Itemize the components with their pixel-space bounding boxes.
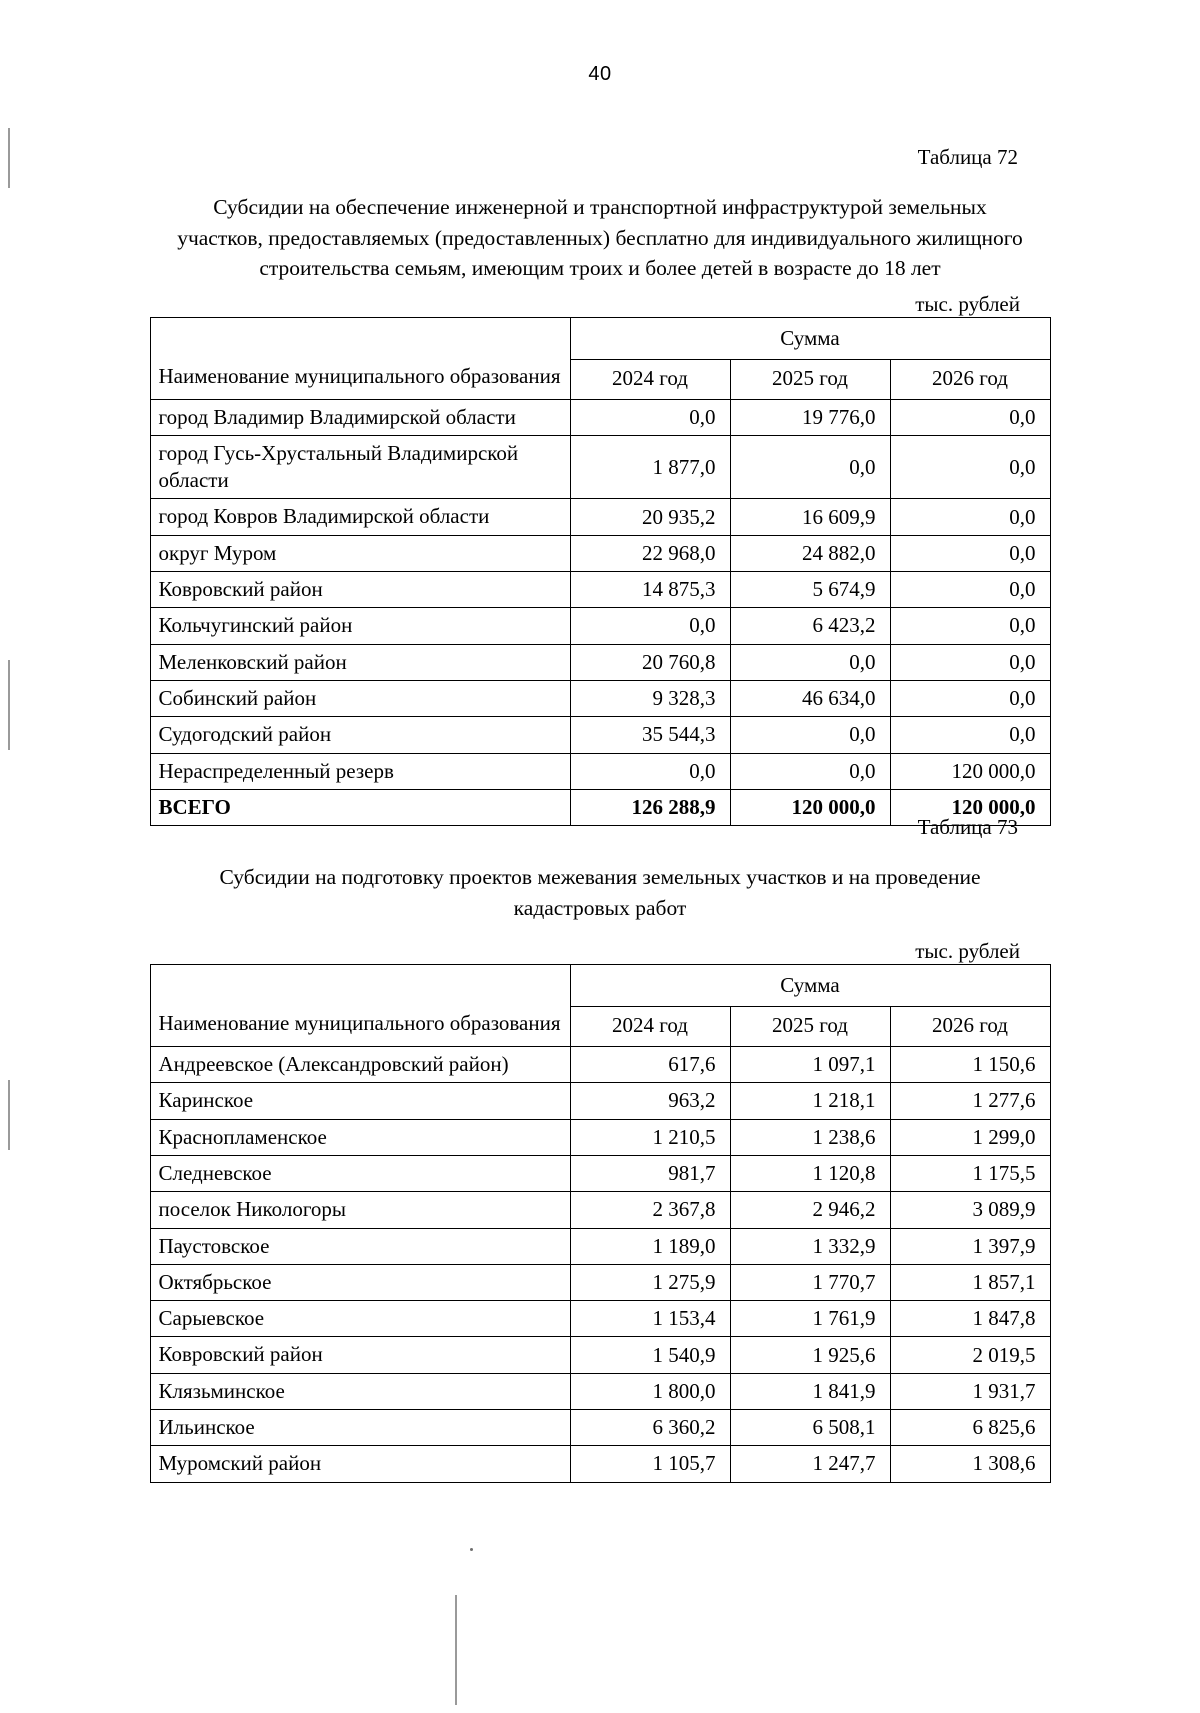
row-name: округ Муром	[150, 535, 570, 571]
row-value-2025: 6 508,1	[730, 1410, 890, 1446]
header-year-2024: 2024 год	[570, 359, 730, 399]
header-sum: Сумма	[570, 965, 1050, 1007]
header-name: Наименование муниципального образования	[150, 317, 570, 399]
row-value-2025: 1 120,8	[730, 1155, 890, 1191]
total-value-2024: 126 288,9	[570, 789, 730, 825]
table-row	[150, 1047, 1050, 1083]
table-72-units: тыс. рублей	[915, 291, 1020, 316]
row-value-2024: 1 800,0	[570, 1373, 730, 1409]
row-value-2025: 1 238,6	[730, 1119, 890, 1155]
row-value-2025: 1 218,1	[730, 1083, 890, 1119]
table-73-head	[150, 965, 1050, 1047]
row-value-2025: 1 770,7	[730, 1264, 890, 1300]
table-73-caption: Субсидии на подготовку проектов межевания земельных участков и на проведение кадастровых работ	[219, 865, 981, 920]
row-value-2025: 1 841,9	[730, 1373, 890, 1409]
table-row	[150, 1083, 1050, 1119]
row-value-2025: 1 097,1	[730, 1047, 890, 1083]
table-row	[150, 499, 1050, 535]
row-value-2026: 1 175,5	[890, 1155, 1050, 1191]
row-name: город Ковров Владимирской области	[150, 499, 570, 535]
row-name: Андреевское (Александровский район)	[150, 1047, 570, 1083]
scan-artifact	[455, 1595, 457, 1705]
row-name: Собинский район	[150, 680, 570, 716]
row-value-2026: 120 000,0	[890, 753, 1050, 789]
row-value-2025: 0,0	[730, 717, 890, 753]
row-value-2026: 1 299,0	[890, 1119, 1050, 1155]
row-value-2026: 1 308,6	[890, 1446, 1050, 1482]
header-year-2026: 2026 год	[890, 1007, 1050, 1047]
table-73-label: Таблица 73	[917, 815, 1018, 839]
row-value-2025: 1 247,7	[730, 1446, 890, 1482]
row-value-2024: 617,6	[570, 1047, 730, 1083]
row-name: Сарыевское	[150, 1301, 570, 1337]
header-year-2026: 2026 год	[890, 359, 1050, 399]
row-value-2026: 0,0	[890, 717, 1050, 753]
row-name: Меленковский район	[150, 644, 570, 680]
table-row	[150, 1264, 1050, 1300]
row-value-2026: 1 857,1	[890, 1264, 1050, 1300]
table-73-units: тыс. рублей	[915, 939, 1020, 964]
table-72-block	[0, 145, 1200, 826]
row-value-2025: 6 423,2	[730, 608, 890, 644]
table-row	[150, 1192, 1050, 1228]
row-value-2026: 0,0	[890, 435, 1050, 499]
row-value-2026: 0,0	[890, 644, 1050, 680]
row-name: Клязьминское	[150, 1373, 570, 1409]
row-value-2024: 1 275,9	[570, 1264, 730, 1300]
row-value-2025: 19 776,0	[730, 399, 890, 435]
row-value-2024: 0,0	[570, 608, 730, 644]
row-name: Следневское	[150, 1155, 570, 1191]
table-73-header-row-1	[150, 965, 1050, 1007]
scan-artifact	[470, 1548, 473, 1551]
page-number: 40	[588, 63, 612, 85]
table-row	[150, 572, 1050, 608]
table-row	[150, 1228, 1050, 1264]
row-name: город Гусь-Хрустальный Владимирской области	[150, 435, 570, 499]
row-value-2026: 1 931,7	[890, 1373, 1050, 1409]
table-row	[150, 1301, 1050, 1337]
row-value-2026: 1 150,6	[890, 1047, 1050, 1083]
row-value-2024: 0,0	[570, 399, 730, 435]
table-72-body	[150, 399, 1050, 826]
table-row	[150, 644, 1050, 680]
row-name: Ильинское	[150, 1410, 570, 1446]
table-73	[150, 964, 1051, 1483]
row-name: Муромский район	[150, 1446, 570, 1482]
header-year-2025: 2025 год	[730, 1007, 890, 1047]
table-72	[150, 317, 1051, 827]
row-value-2024: 1 105,7	[570, 1446, 730, 1482]
row-value-2026: 1 847,8	[890, 1301, 1050, 1337]
row-value-2024: 2 367,8	[570, 1192, 730, 1228]
row-value-2024: 981,7	[570, 1155, 730, 1191]
row-name: Краснопламенское	[150, 1119, 570, 1155]
table-row	[150, 680, 1050, 716]
table-row	[150, 435, 1050, 499]
row-value-2026: 1 397,9	[890, 1228, 1050, 1264]
row-value-2025: 0,0	[730, 753, 890, 789]
row-name: Паустовское	[150, 1228, 570, 1264]
row-value-2025: 24 882,0	[730, 535, 890, 571]
table-73-body	[150, 1047, 1050, 1483]
row-value-2026: 3 089,9	[890, 1192, 1050, 1228]
row-value-2025: 0,0	[730, 435, 890, 499]
row-value-2026: 0,0	[890, 572, 1050, 608]
table-row	[150, 1410, 1050, 1446]
table-row	[150, 753, 1050, 789]
total-value-2025: 120 000,0	[730, 789, 890, 825]
row-value-2025: 1 925,6	[730, 1337, 890, 1373]
header-year-2024: 2024 год	[570, 1007, 730, 1047]
row-name: Кольчугинский район	[150, 608, 570, 644]
row-value-2024: 20 935,2	[570, 499, 730, 535]
table-72-header-row-1	[150, 317, 1050, 359]
table-72-label: Таблица 72	[917, 145, 1018, 169]
row-value-2026: 0,0	[890, 535, 1050, 571]
header-name: Наименование муниципального образования	[150, 965, 570, 1047]
table-row	[150, 1337, 1050, 1373]
row-value-2024: 963,2	[570, 1083, 730, 1119]
row-name: Нераспределенный резерв	[150, 753, 570, 789]
row-name: Ковровский район	[150, 572, 570, 608]
row-value-2025: 1 761,9	[730, 1301, 890, 1337]
row-value-2024: 1 189,0	[570, 1228, 730, 1264]
row-value-2025: 1 332,9	[730, 1228, 890, 1264]
row-value-2024: 20 760,8	[570, 644, 730, 680]
table-row	[150, 1155, 1050, 1191]
row-value-2024: 1 877,0	[570, 435, 730, 499]
table-73-block	[0, 815, 1200, 1483]
row-value-2024: 6 360,2	[570, 1410, 730, 1446]
table-row	[150, 399, 1050, 435]
row-value-2024: 35 544,3	[570, 717, 730, 753]
header-sum: Сумма	[570, 317, 1050, 359]
row-name: Судогодский район	[150, 717, 570, 753]
row-value-2024: 0,0	[570, 753, 730, 789]
table-row	[150, 535, 1050, 571]
total-label: ВСЕГО	[150, 789, 570, 825]
table-row	[150, 1446, 1050, 1482]
row-name: Октябрьское	[150, 1264, 570, 1300]
table-row	[150, 1119, 1050, 1155]
row-value-2024: 22 968,0	[570, 535, 730, 571]
row-value-2026: 0,0	[890, 399, 1050, 435]
row-value-2025: 46 634,0	[730, 680, 890, 716]
row-value-2025: 16 609,9	[730, 499, 890, 535]
table-row	[150, 717, 1050, 753]
table-72-head	[150, 317, 1050, 399]
row-value-2026: 0,0	[890, 680, 1050, 716]
row-value-2026: 0,0	[890, 499, 1050, 535]
total-value-2026: 120 000,0	[890, 789, 1050, 825]
row-value-2024: 1 210,5	[570, 1119, 730, 1155]
row-value-2025: 0,0	[730, 644, 890, 680]
row-value-2025: 2 946,2	[730, 1192, 890, 1228]
row-value-2024: 14 875,3	[570, 572, 730, 608]
row-name: город Владимир Владимирской области	[150, 399, 570, 435]
table-row	[150, 608, 1050, 644]
row-value-2026: 0,0	[890, 608, 1050, 644]
row-name: Каринское	[150, 1083, 570, 1119]
row-value-2026: 1 277,6	[890, 1083, 1050, 1119]
row-value-2026: 6 825,6	[890, 1410, 1050, 1446]
row-value-2024: 9 328,3	[570, 680, 730, 716]
row-name: Ковровский район	[150, 1337, 570, 1373]
header-year-2025: 2025 год	[730, 359, 890, 399]
table-row	[150, 1373, 1050, 1409]
row-value-2025: 5 674,9	[730, 572, 890, 608]
row-value-2024: 1 540,9	[570, 1337, 730, 1373]
row-name: поселок Никологоры	[150, 1192, 570, 1228]
row-value-2026: 2 019,5	[890, 1337, 1050, 1373]
table-72-caption: Субсидии на обеспечение инженерной и транспортной инфраструктурой земельных участков, предоставляемых (предоставленных) бесплатно для индивидуального жилищного строительства семьям, имеющим троих и более детей в возрасте до 18 лет	[177, 195, 1023, 281]
row-value-2024: 1 153,4	[570, 1301, 730, 1337]
